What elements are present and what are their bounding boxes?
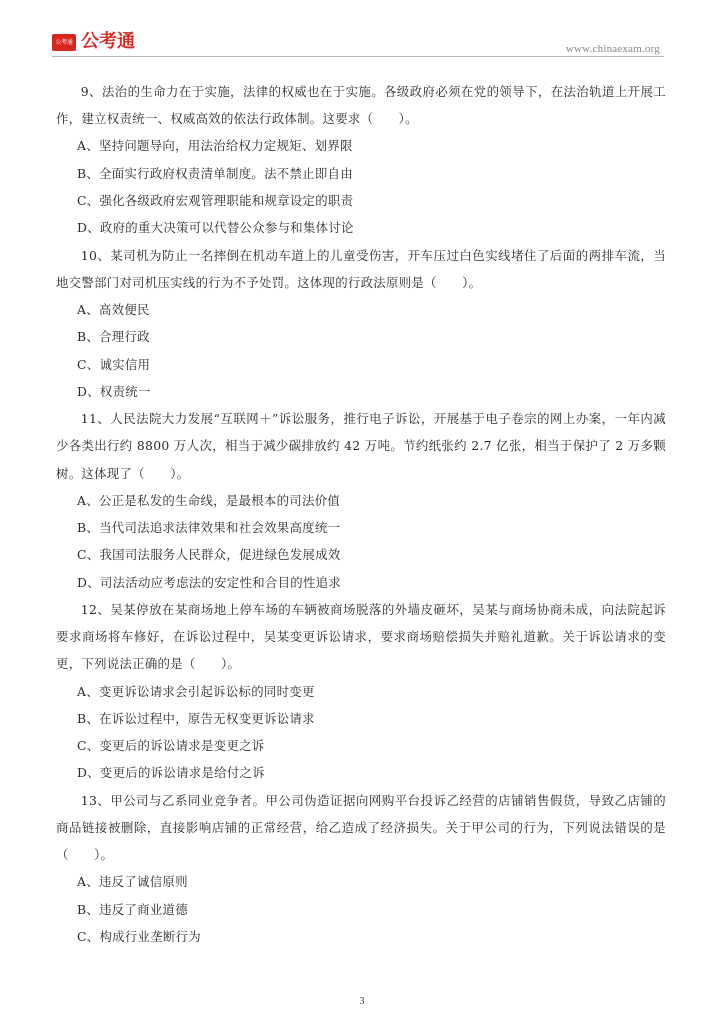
option-a: A、高效便民 [77,302,150,317]
question-13 [56,787,666,951]
option-a: A、公正是私发的生命线，是最根本的司法价值 [77,492,341,508]
option-d: D、权责统一 [77,383,151,399]
option-a: A、变更诉讼请求会引起诉讼标的同时变更 [77,683,315,699]
option-b: B、在诉讼过程中，原告无权变更诉讼请求 [77,710,315,726]
option-d: D、政府的重大决策可以代替公众参与和集体讨论 [77,220,354,236]
question-stem: 12、吴某停放在某商场地上停车场的车辆被商场脱落的外墙皮砸坏，吴某与商场协商未成，向法院起诉要求商场将车修好，在诉讼过程中，吴某变更诉讼请求，要求商场赔偿损失并赔礼道歉。关于诉讼请求的变更，下列说法正确的是（ ）。 [56,601,666,672]
question-11 [56,405,666,596]
question-10 [56,242,666,406]
option-c: C、强化各级政府宏观管理职能和规章设定的职责 [77,193,354,208]
option-c: C、构成行业垄断行为 [77,928,201,944]
page-number: 3 [359,996,365,1007]
logo-text: 公考通 [81,31,135,52]
option-b: B、违反了商业道德 [77,901,188,917]
option-d: D、司法活动应考虑法的安定性和合目的性追求 [77,574,342,590]
question-9 [56,78,666,242]
option-c: C、我国司法服务人民群众，促进绿色发展成效 [77,547,341,563]
question-stem: 9、法治的生命力在于实施，法律的权威也在于实施。各级政府必须在党的领导下，在法治轨道上开展工作，建立权责统一、权威高效的依法行政体制。这要求（ ）。 [56,84,666,127]
option-d: D、变更后的诉讼请求是给付之诉 [77,765,265,781]
option-c: C、诚实信用 [77,356,151,372]
option-a: A、坚持问题导向，用法治给权力定规矩、划界限 [77,138,353,154]
question-stem: 10、某司机为防止一名摔倒在机动车道上的儿童受伤害，开车压过白色实线堵住了后面的两排车流，当地交警部门对司机压实线的行为不予处罚。这体现的行政法原则是（ ）。 [56,247,666,290]
question-stem: 13、甲公司与乙系同业竞争者。甲公司伪造证据向网购平台投诉乙经营的店铺销售假货，导致乙店铺的商品链接被删除，直接影响店铺的正常经营，给乙造成了经济损失。关于甲公司的行为，下列说法错误的是（ ）。 [56,792,666,863]
option-a: A、违反了诚信原则 [77,874,188,890]
question-12 [56,596,666,787]
header-divider [52,56,664,57]
site-url: www.chinaexam.org [565,43,660,55]
option-c: C、变更后的诉讼请求是变更之诉 [77,738,265,754]
document-body [56,78,666,950]
question-stem: 11、人民法院大力发展“互联网＋”诉讼服务，推行电子诉讼，开展基于电子卷宗的网上办案，一年内减少各类出行约 8800 万人次，相当于减少碳排放约 42 万吨。节约纸张约 2.7 亿张，相当于保护了 2 万多颗树。这体现了（ ）。 [56,411,666,481]
page-header [52,30,664,58]
logo-badge: 公考通 [52,34,76,51]
option-b: B、合理行政 [77,329,150,345]
option-b: B、当代司法追求法律效果和社会效果高度统一 [77,520,341,536]
option-b: B、全面实行政府权责清单制度。法不禁止即自由 [77,165,353,181]
